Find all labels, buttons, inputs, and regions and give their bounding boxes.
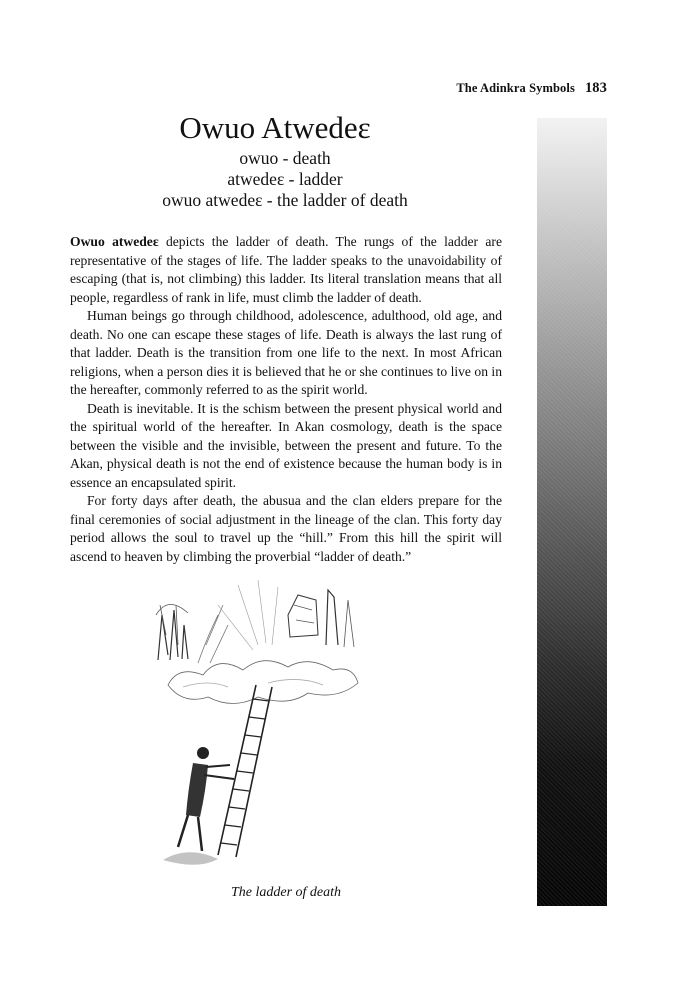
translation-line-1: owuo - death (239, 148, 331, 168)
thumb-index-band (537, 118, 607, 906)
paragraph-1-text: depicts the ladder of death. The rungs of the ladder are representative of the stages of life. The ladder speaks to the unavoidability of escaping (that is, not climbing) this ladder. Its literal translation means that all people, regardless of rank in life, must climb the ladder of death. (70, 234, 502, 305)
term-owuo-atwedee: Owuo atwedeɛ (70, 234, 159, 249)
heaven-scene-sketch (156, 580, 358, 865)
figure-caption: The ladder of death (230, 885, 342, 900)
translation-line-2: atwedeɛ - ladder (227, 169, 343, 189)
translation-line-3: owuo atwedeɛ - the ladder of death (162, 190, 408, 210)
paragraph-3: Death is inevitable. It is the schism between the present physical world and the spiritual world of the hereafter. In Akan cosmology, death is the space between the visible and the invisible, between the present and future. To the Akan, physical death is not the end of existence because the human body is in essence an encapsulated spirit. (70, 400, 502, 490)
page-title: Owuo Atwedeɛ (179, 110, 371, 145)
body-text (70, 233, 502, 566)
running-header (456, 80, 607, 97)
running-title: The Adinkra Symbols (456, 81, 575, 95)
paragraph-4: For forty days after death, the abusua and the clan elders prepare for the final ceremonies of social adjustment in the lineage of the clan. This forty day period allows the soul to travel up the “hill.” From this hill the spirit will ascend to heaven by climbing the proverbial “ladder of death.” (70, 493, 502, 564)
paragraph-2: Human beings go through childhood, adolescence, adulthood, old age, and death. No one can escape these stages of life. Death is always the last rung of that ladder. Death is the transition from one life to the next. In most African religions, when a person dies it is believed that he or she continues to live on in the hereafter, commonly referred to as the spirit world. (70, 308, 502, 397)
page-number: 183 (584, 80, 607, 96)
title-block (70, 108, 500, 211)
ladder-of-death-illustration (148, 575, 378, 875)
paragraph-1 (70, 233, 502, 307)
